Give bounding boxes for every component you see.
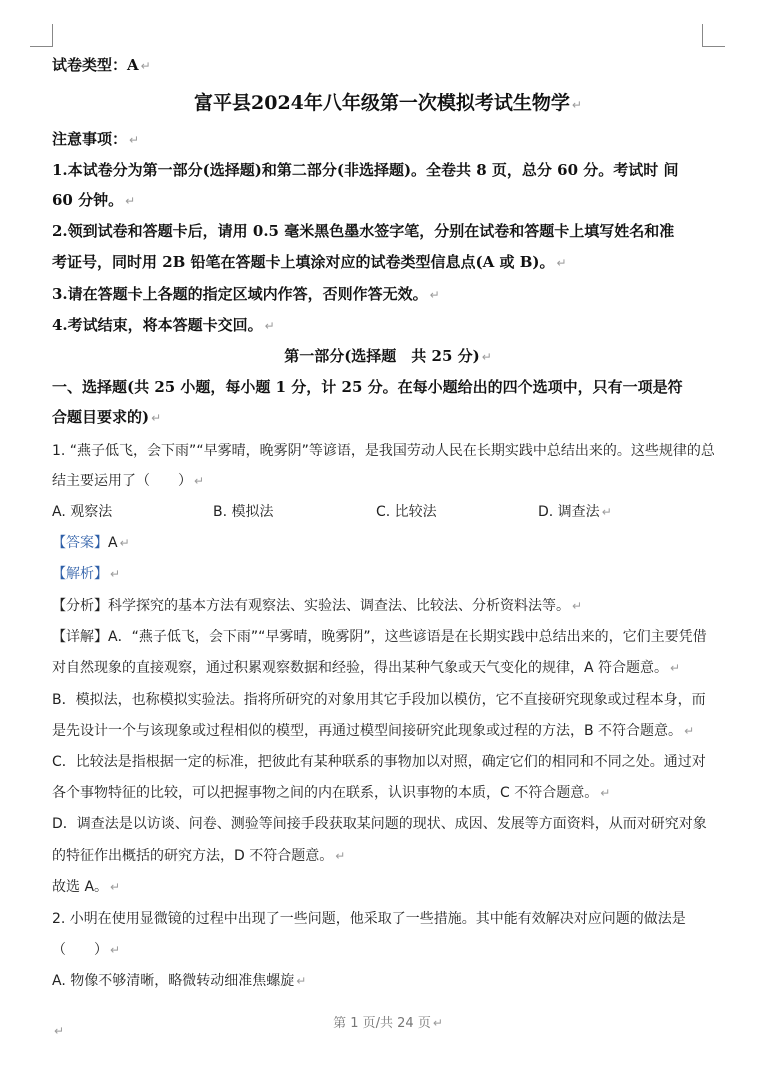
question-stem: 2. 小明在使用显微镜的过程中出现了一些问题，他采取了一些措施。其中能有效解决对应问题的做法是 [52,911,686,927]
note-line: 60 分钟。 ↵ [52,191,136,209]
paper-type: 试卷类型：A ↵ [52,56,151,74]
detail-line: 的特征作出概括的研究方法，D 不符合题意。 ↵ [52,848,346,864]
detail-line: 【详解】A．“燕子低飞，会下雨”“早雾晴，晚雾阴”，这些谚语是在长期实践中总结出来的，它们主要凭借 [52,629,707,645]
answer-label: 【答案】 [52,535,108,551]
question-stem: （ ） ↵ [52,942,121,958]
answer-value: A [108,535,118,551]
page-footer: 第 1 页/共 24 页 ↵ [333,1016,443,1031]
fenxi-line: 【分析】科学探究的基本方法有观察法、实验法、调查法、比较法、分析资料法等。 ↵ [52,598,583,614]
part1-title: 第一部分(选择题 共 25 分) ↵ [284,347,492,365]
detail-line: B．模拟法，也称模拟实验法。指将所研究的对象用其它手段加以模仿，它不直接研究现象或过程本身，而 [52,692,706,708]
section-heading: 合题目要求的) ↵ [52,408,162,426]
answer-line: 【答案】A ↵ [52,535,130,551]
crop-mark-top-right [702,24,725,47]
analysis-label-line: 【解析】 ↵ [52,566,121,582]
question-stem: 结主要运用了（ ） ↵ [52,473,205,489]
section-heading: 一、选择题(共 25 小题，每小题 1 分，计 25 分。在每小题给出的四个选项中，只有一项是符 [52,378,683,396]
note-line: 1.本试卷分为第一部分(选择题)和第二部分(非选择题)。全卷共 8 页，总分 60 分。考试时 间 [52,161,679,179]
detail-line: 是先设计一个与该现象或过程相似的模型，再通过模型间接研究此现象或过程的方法，B 不符合题意。 ↵ [52,723,695,739]
option-a: A. 观察法 [52,504,113,520]
option-c: C. 比较法 [376,504,437,520]
note-line: 4.考试结束，将本答题卡交回。 ↵ [52,316,275,334]
detail-line: 各个事物特征的比较，可以把握事物之间的内在联系，认识事物的本质，C 不符合题意。 ↵ [52,785,611,801]
crop-mark-top-left [30,24,53,47]
detail-line: D．调查法是以访谈、问卷、测验等间接手段获取某问题的现状、成因、发展等方面资料，从而对研究对象 [52,816,707,832]
exam-title: 富平县2024年八年级第一次模拟考试生物学 ↵ [194,92,582,114]
option-d: D. 调查法 ↵ [538,504,612,520]
notes-heading: 注意事项： ↵ [52,130,140,148]
detail-line: C．比较法是指根据一定的标准，把彼此有某种联系的事物加以对照，确定它们的相同和不同之处。通过对 [52,754,706,770]
note-line: 3.请在答题卡上各题的指定区域内作答，否则作答无效。 ↵ [52,285,440,303]
option-b: B. 模拟法 [213,504,274,520]
note-line: 2.领到试卷和答题卡后，请用 0.5 毫米黑色墨水签字笔，分别在试卷和答题卡上填写姓名和准 [52,222,675,240]
note-line: 考证号，同时用 2B 铅笔在答题卡上填涂对应的试卷类型信息点(A 或 B)。 ↵ [52,253,567,271]
conclusion-line: 故选 A。 ↵ [52,879,121,895]
paragraph-mark: ↵ [54,1024,65,1038]
question-stem: 1. “燕子低飞，会下雨”“早雾晴，晚雾阴”等谚语，是我国劳动人民在长期实践中总结出来的。这些规律的总 [52,443,715,459]
option-a: A. 物像不够清晰，略微转动细准焦螺旋 ↵ [52,973,307,989]
detail-line: 对自然现象的直接观察，通过积累观察数据和经验，得出某种气象或天气变化的规律，A 符合题意。 ↵ [52,660,681,676]
